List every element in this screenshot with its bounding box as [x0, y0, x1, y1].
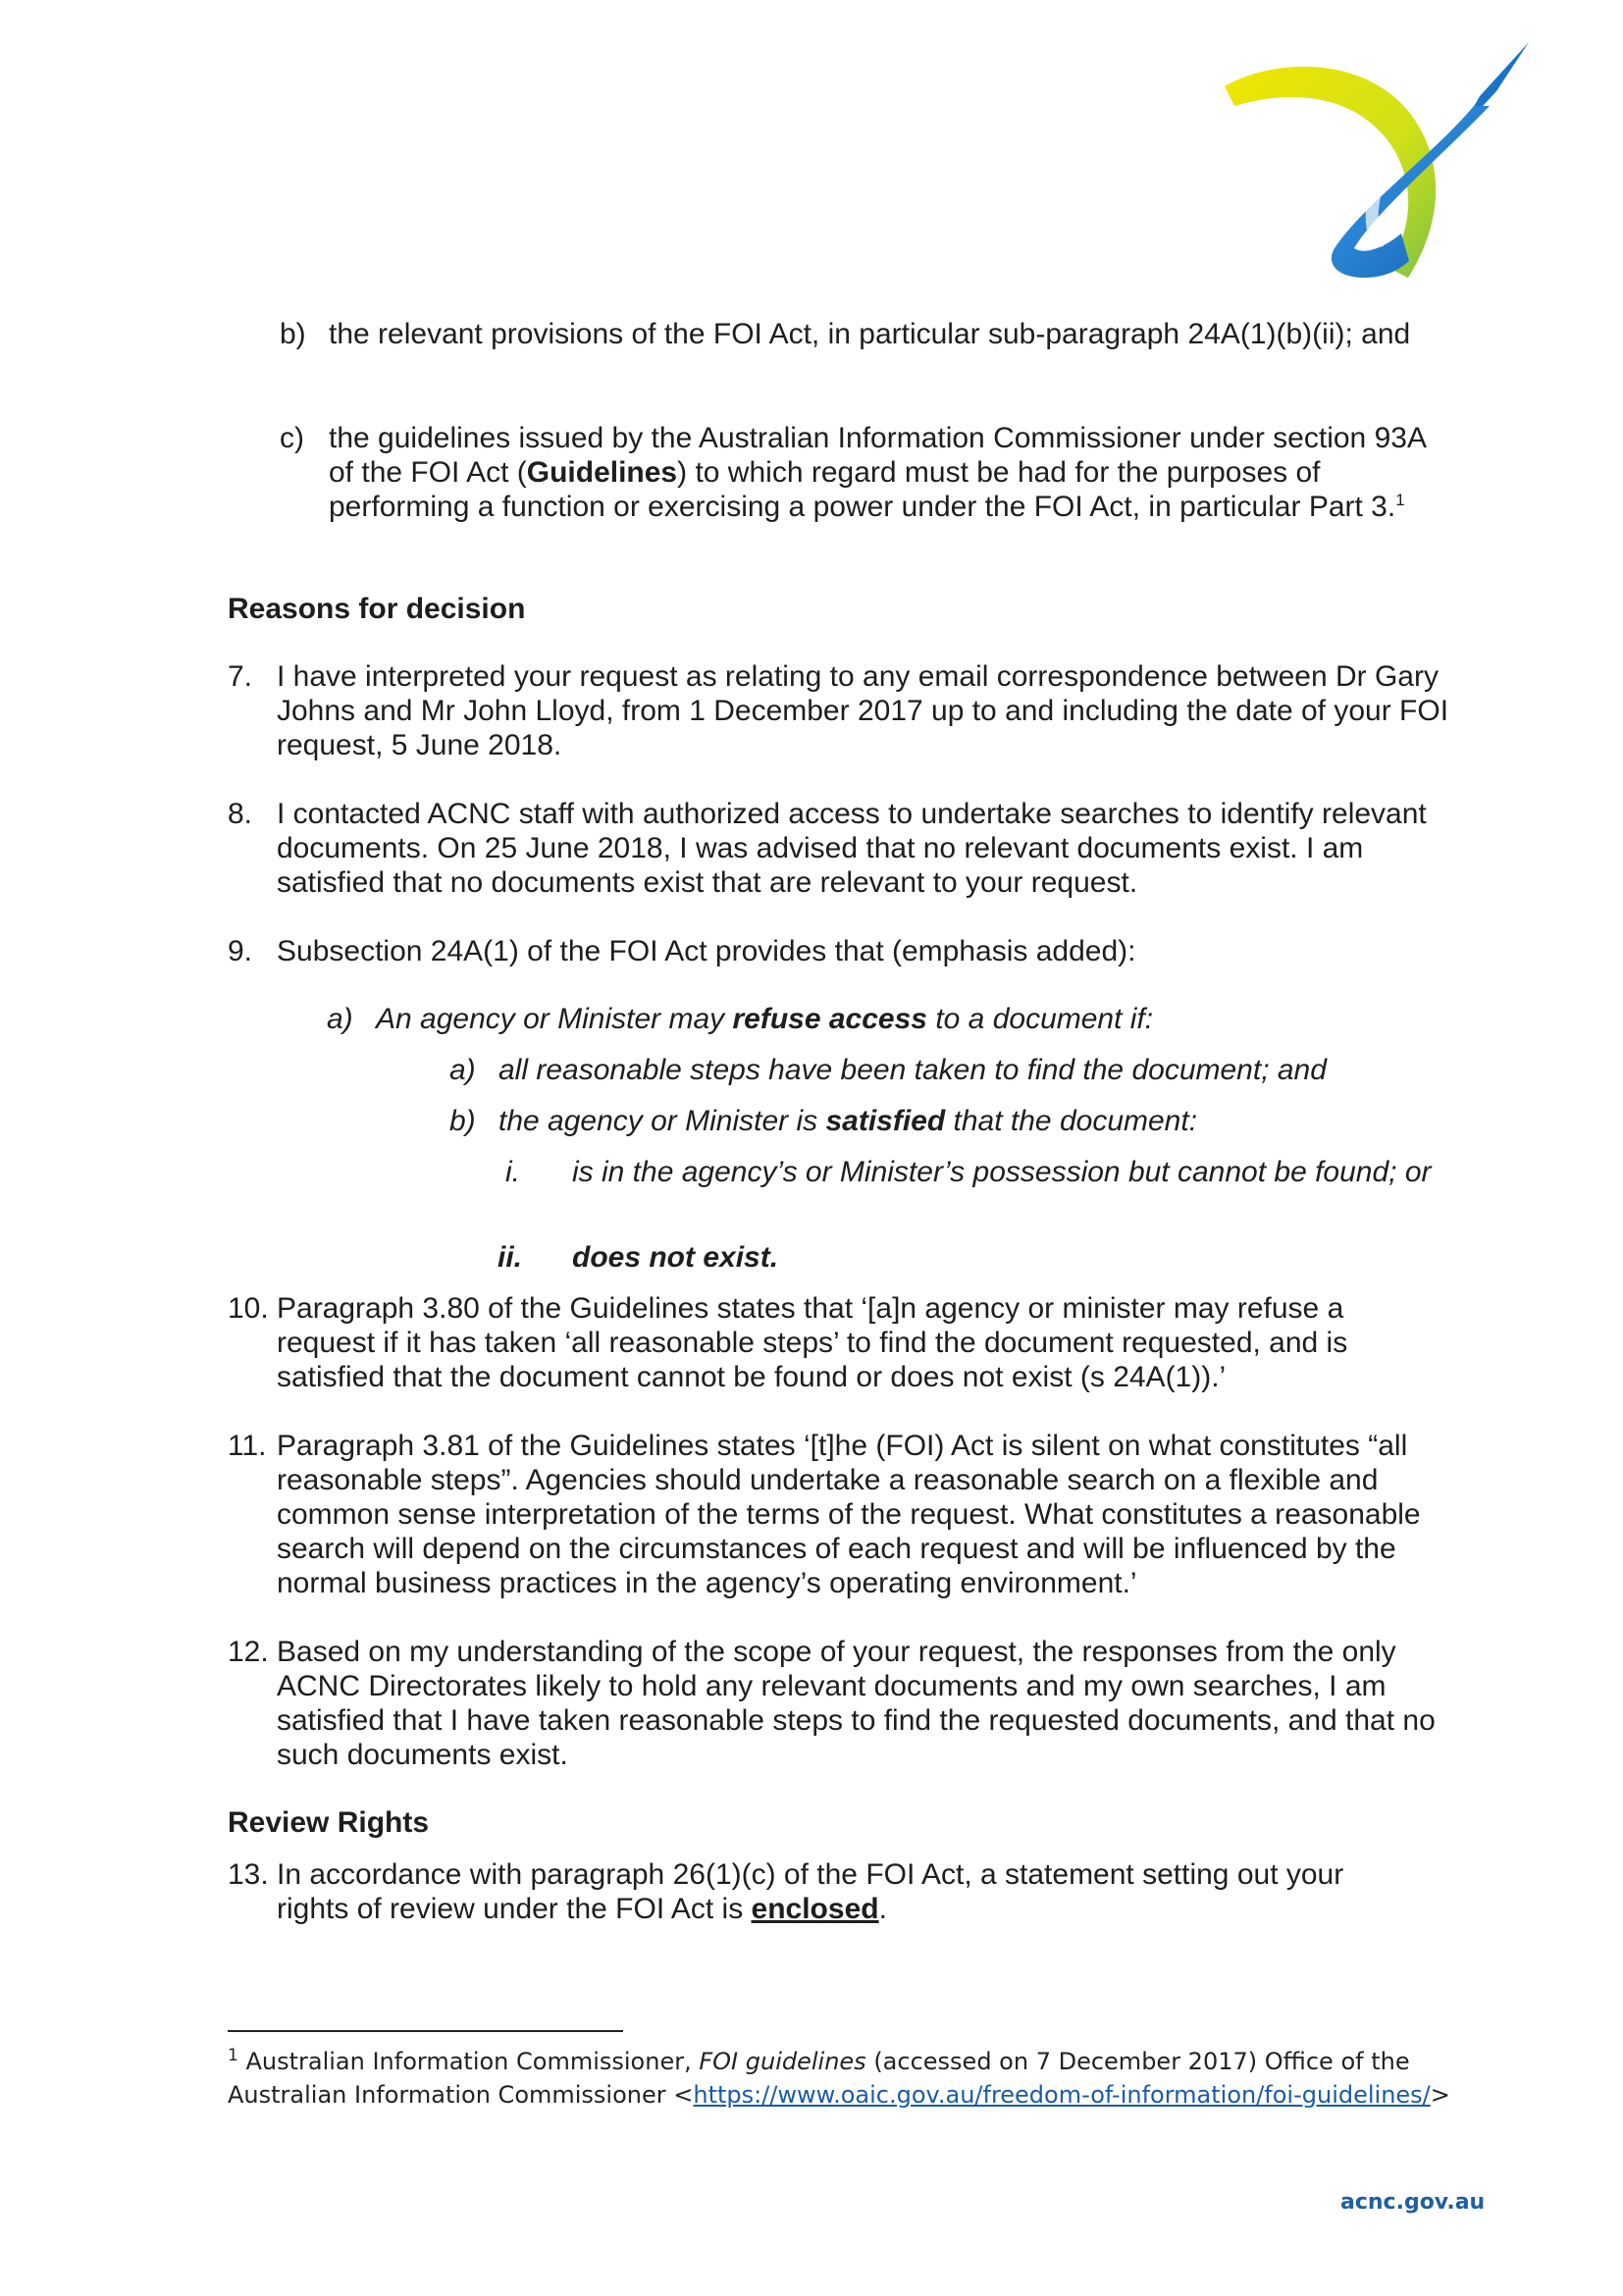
item-label: ii. [497, 1241, 523, 1274]
footnote-link[interactable]: https://www.oaic.gov.au/freedom-of-information/foi-guidelines/ [693, 2081, 1431, 2109]
item-label: i. [505, 1156, 520, 1188]
emphasis: refuse access [732, 1003, 927, 1035]
item-text: the agency or Minister is satisfied that the document: [498, 1105, 1198, 1137]
footnote-divider [228, 2030, 623, 2032]
enclosed-link[interactable]: enclosed [751, 1893, 879, 1925]
defined-term: Guidelines [526, 456, 678, 489]
item-label: b) [280, 318, 306, 350]
paragraph-number: 8. [228, 798, 253, 830]
heading-review-rights: Review Rights [228, 1806, 430, 1839]
paragraph-text: Subsection 24A(1) of the FOI Act provides that (emphasis added): [277, 935, 1136, 967]
item-label: b) [449, 1105, 476, 1137]
paragraph-text: I contacted ACNC staff with authorized access to undertake searches to identify relevant documents. On 25 June 2018, I was advised that no relevant documents exist. I am satisfied that no documents exist that are relevant to your request. [277, 798, 1427, 899]
paragraph-number: 13. [228, 1858, 269, 1891]
item-text: the relevant provisions of the FOI Act, in particular sub-paragraph 24A(1)(b)(ii); and [329, 318, 1411, 350]
item-label: c) [280, 422, 304, 454]
footnote-number: 1 [228, 2046, 238, 2065]
item-text: the guidelines issued by the Australian Information Commissioner under section 93A of the FOI Act (Guidelines) to which regard must be had for the purposes of performing a function or exercising a power under the FOI Act, in particular Part 3.$^1$ [329, 422, 1426, 523]
paragraph-text: In accordance with paragraph 26(1)(c) of the FOI Act, a statement setting out your rights of review under the FOI Act is enclosed. [277, 1858, 1344, 1925]
footnote: $^1$ Australian Information Commissioner, FOI guidelines (accessed on 7 December 2017) Office of the Australian Information Commissioner <https://www.oaic.gov.au/freedom-of-information/foi-guidelines/> [228, 2046, 1450, 2109]
paragraph-number: 12. [228, 1636, 269, 1668]
paragraph-number: 9. [228, 935, 253, 967]
item-text: An agency or Minister may refuse access to a document if: [376, 1003, 1154, 1035]
paragraph-text: Based on my understanding of the scope of your request, the responses from the only ACNC Directorates likely to hold any relevant documents and my own searches, I am satisfied that I have taken reasonable steps to find the requested documents, and that no such documents exist. [277, 1636, 1436, 1771]
paragraph-number: 10. [228, 1292, 269, 1325]
acnc-ribbon-logo [1217, 37, 1541, 302]
paragraph-number: 7. [228, 660, 253, 693]
item-label: a) [449, 1054, 476, 1086]
item-label: a) [327, 1003, 353, 1035]
paragraph-number: 11. [228, 1430, 267, 1462]
item-text: is in the agency’s or Minister’s possession but cannot be found; or [572, 1156, 1432, 1188]
footnote-ref: 1 [1395, 491, 1405, 509]
item-text: all reasonable steps have been taken to find the document; and [498, 1054, 1327, 1086]
emphasis: satisfied [825, 1105, 946, 1137]
paragraph-text: Paragraph 3.80 of the Guidelines states that ‘[a]n agency or minister may refuse a request if it has taken ‘all reasonable steps’ to find the document requested, and is satisfied that the document cannot be found or does not exist (s 24A(1)).’ [277, 1292, 1348, 1393]
paragraph-text: Paragraph 3.81 of the Guidelines states ‘[t]he (FOI) Act is silent on what constitutes “all reasonable steps”. Agencies should undertake a reasonable search on a flexible and common sense interpretation of the terms of the request. What constitutes a reasonable search will depend on the circumstances of each request and will be influenced by the normal business practices in the agency’s operating environment.’ [277, 1430, 1421, 1599]
item-text: does not exist. [572, 1241, 779, 1274]
heading-reasons: Reasons for decision [228, 593, 526, 625]
site-url[interactable]: acnc.gov.au [1340, 2190, 1486, 2215]
paragraph-text: I have interpreted your request as relating to any email correspondence between Dr Gary Johns and Mr John Lloyd, from 1 December 2017 up to and including the date of your FOI request, 5 June 2018. [277, 660, 1449, 761]
